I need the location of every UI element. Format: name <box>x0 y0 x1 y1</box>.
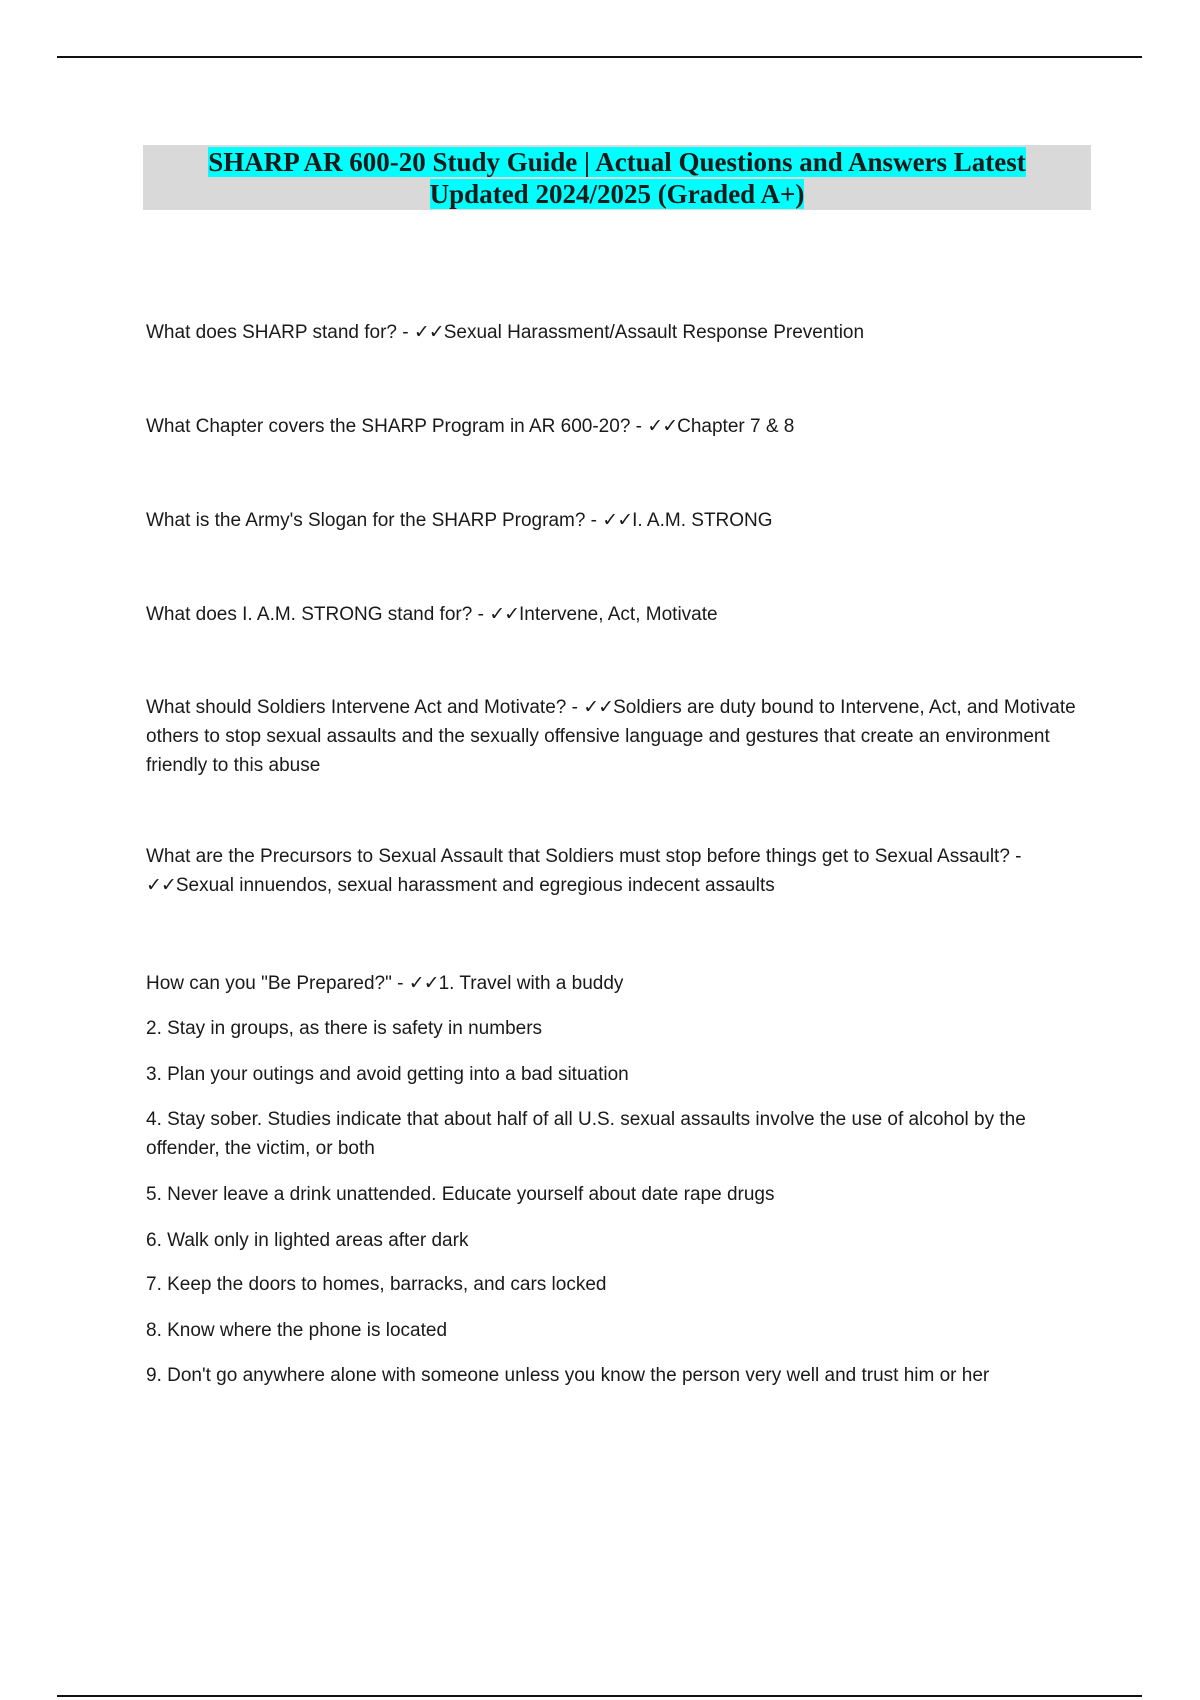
list-item: 8. Know where the phone is located <box>146 1320 448 1341</box>
answer-text: Sexual Harassment/Assault Response Prevention <box>443 322 865 343</box>
question-text: What does I. A.M. STRONG stand for? <box>146 604 473 625</box>
qa-item-6 <box>146 842 1086 900</box>
question-text: What Chapter covers the SHARP Program in AR 600-20? <box>146 416 631 437</box>
separator: - <box>472 604 490 625</box>
separator: - <box>397 322 414 343</box>
check-icon: ✓✓ <box>489 603 520 625</box>
qa-item-2 <box>146 412 1086 441</box>
question-text: What are the Precursors to Sexual Assault that Soldiers must stop before things get to Sexual Assault? <box>146 846 1010 867</box>
qa-item-1 <box>146 318 1086 347</box>
list-item: 2. Stay in groups, as there is safety in numbers <box>146 1018 543 1039</box>
qa-item-3 <box>146 506 1086 535</box>
answer-text: Chapter 7 & 8 <box>677 416 795 437</box>
answer-text: I. A.M. STRONG <box>632 510 773 531</box>
question-text: What does SHARP stand for? <box>146 322 397 343</box>
qa-item-5 <box>146 693 1086 780</box>
check-icon: ✓✓ <box>583 696 614 718</box>
separator: - <box>585 510 603 531</box>
check-icon: ✓✓ <box>413 321 444 343</box>
list-item: 5. Never leave a drink unattended. Educate yourself about date rape drugs <box>146 1184 775 1205</box>
separator: - <box>630 416 648 437</box>
title-line-2: Updated 2024/2025 (Graded A+) <box>429 179 805 209</box>
answer-text: 1. Travel with a buddy <box>438 973 624 994</box>
document-title <box>143 145 1091 210</box>
check-icon: ✓✓ <box>602 509 633 531</box>
check-icon: ✓✓ <box>408 972 439 994</box>
qa-item-4 <box>146 600 1086 629</box>
question-text: How can you "Be Prepared?" <box>146 973 392 994</box>
list-item: 3. Plan your outings and avoid getting into a bad situation <box>146 1064 629 1085</box>
list-item: 9. Don't go anywhere alone with someone unless you know the person very well and trust him or her <box>146 1365 990 1386</box>
answer-text: Soldiers are duty bound to Intervene, Act, and Motivate others to stop sexual assaults and the sexually offensive language and gestures that create an environment friendly to this abuse <box>146 697 1076 776</box>
check-icon: ✓✓ <box>647 415 678 437</box>
answer-text: Sexual innuendos, sexual harassment and egregious indecent assaults <box>175 875 775 896</box>
title-line-1: SHARP AR 600-20 Study Guide | Actual Questions and Answers Latest <box>208 147 1026 177</box>
separator: - <box>566 697 584 718</box>
separator: - <box>1009 846 1022 867</box>
list-item: 6. Walk only in lighted areas after dark <box>146 1230 469 1251</box>
list-item: 4. Stay sober. Studies indicate that about half of all U.S. sexual assaults involve the use of alcohol by the offender, the victim, or both <box>146 1109 1026 1159</box>
answer-text: Intervene, Act, Motivate <box>519 604 718 625</box>
check-icon: ✓✓ <box>146 874 176 896</box>
top-rule <box>57 56 1142 58</box>
qa-item-7 <box>146 969 1086 998</box>
question-text: What is the Army's Slogan for the SHARP Program? <box>146 510 586 531</box>
question-text: What should Soldiers Intervene Act and Motivate? <box>146 697 567 718</box>
separator: - <box>391 973 409 994</box>
bottom-rule <box>57 1695 1142 1697</box>
list-item: 7. Keep the doors to homes, barracks, and cars locked <box>146 1274 607 1295</box>
